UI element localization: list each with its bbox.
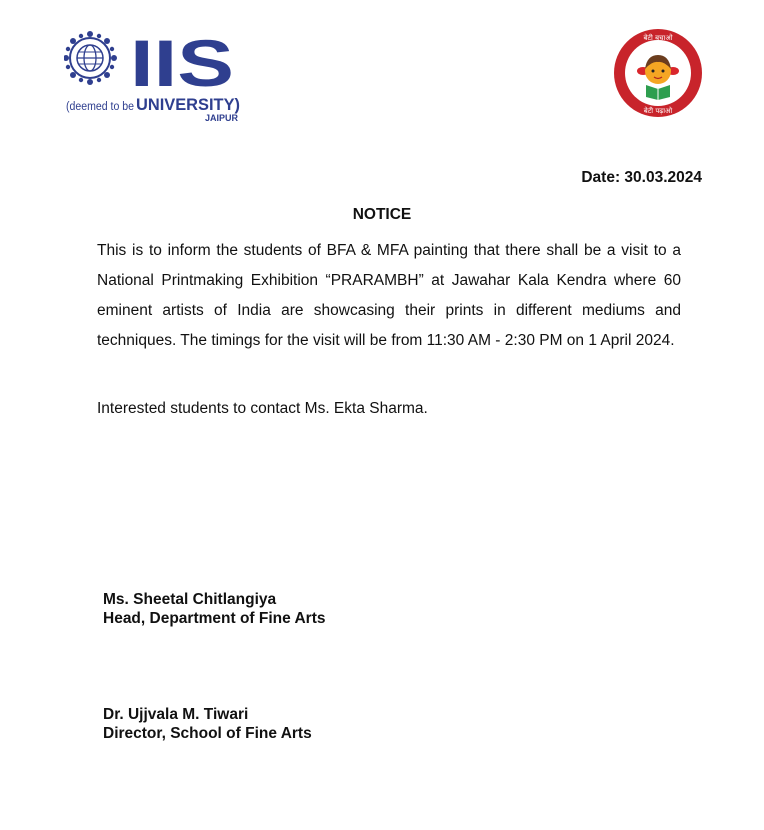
notice-title: NOTICE: [352, 206, 412, 223]
globe-emblem-icon: [64, 31, 117, 85]
logo-university-text: UNIVERSITY): [136, 95, 240, 114]
signatory-name: Dr. Ujjvala M. Tiwari: [103, 706, 249, 723]
logo-city-text: JAIPUR: [204, 113, 238, 123]
signatory-title: Head, Department of Fine Arts: [103, 610, 326, 627]
notice-body: This is to inform the students of BFA & MFA painting that there shall be a visit to a National Printmaking Exhibition “PRARAMBH” at Jawahar Kala Kendra where 60 eminent artists of India are showcasing their prints in different mediums and techniques. The timings for the visit will be from 11:30 AM - 2:30 PM on 1 April 2024.: [97, 242, 681, 349]
iis-university-logo: [64, 24, 244, 124]
logo-top-hindi-text: बेटी बचाओ: [643, 34, 673, 42]
signatory-title: Director, School of Fine Arts: [103, 725, 312, 742]
logo-deemed-text: (deemed to be: [66, 101, 134, 113]
signatory-name: Ms. Sheetal Chitlangiya: [103, 591, 277, 608]
signatory-block: [103, 705, 312, 743]
logo-bottom-hindi-text: बेटी पढ़ाओ: [643, 107, 673, 115]
beti-bachao-logo: [612, 27, 704, 119]
logo-iis-text: IIS: [130, 26, 234, 100]
notice-contact: Interested students to contact Ms. Ekta Sharma.: [97, 400, 428, 417]
notice-date: Date: 30.03.2024: [581, 169, 702, 186]
signatory-block: [103, 590, 326, 628]
